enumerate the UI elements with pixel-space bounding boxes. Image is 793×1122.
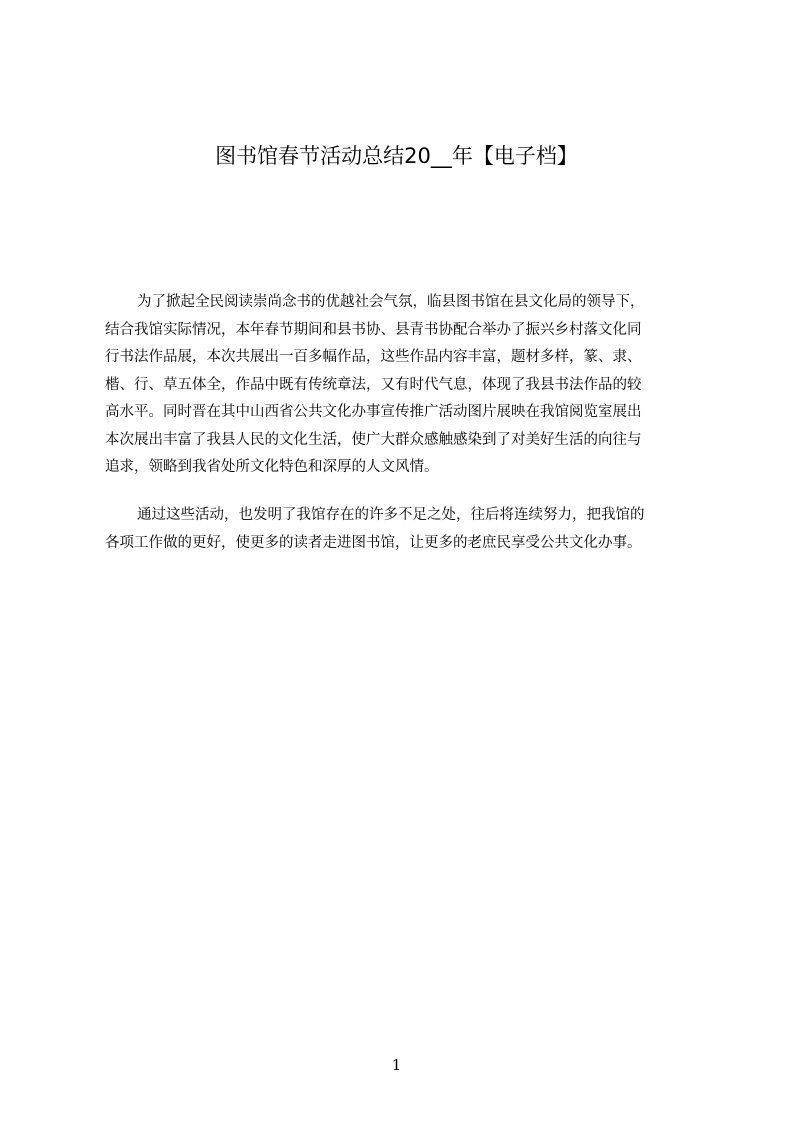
- document-title: 图书馆春节活动总结20__年【电子档】: [215, 144, 578, 168]
- paragraph-line: 通过这些活动，也发明了我馆存在的许多不足之处，往后将连续努力，把我馆的: [137, 507, 645, 523]
- paragraph-line: 高水平。同时晋在其中山西省公共文化办事宣传推广活动图片展映在我馆阅览室展出: [105, 404, 642, 420]
- page-number: 1: [391, 1056, 402, 1074]
- paragraph-line: 各项工作做的更好，使更多的读者走进图书馆，让更多的老庶民享受公共文化办事。: [105, 534, 642, 551]
- paragraph-2: [105, 502, 700, 557]
- paragraph-line: 行书法作品展，本次共展出一百多幅作品，这些作品内容丰富，题材多样，篆、隶、: [105, 349, 642, 365]
- paragraph-line: 为了掀起全民阅读崇尚念书的优越社会气氛，临县图书馆在县文化局的领导下，: [137, 294, 645, 310]
- paragraph-line: 结合我馆实际情况，本年春节期间和县书协、县青书协配合举办了振兴乡村落文化同: [105, 321, 642, 338]
- paragraph-line: 追求，领略到我省处所文化特色和深厚的人文风情。: [105, 459, 439, 475]
- paragraph-line: 楷、行、草五体全，作品中既有传统章法，又有时代气息，体现了我县书法作品的较: [105, 376, 642, 393]
- paragraph-line: 本次展出丰富了我县人民的文化生活，使广大群众感触感染到了对美好生活的向往与: [105, 431, 642, 448]
- paragraph-1: [105, 289, 700, 482]
